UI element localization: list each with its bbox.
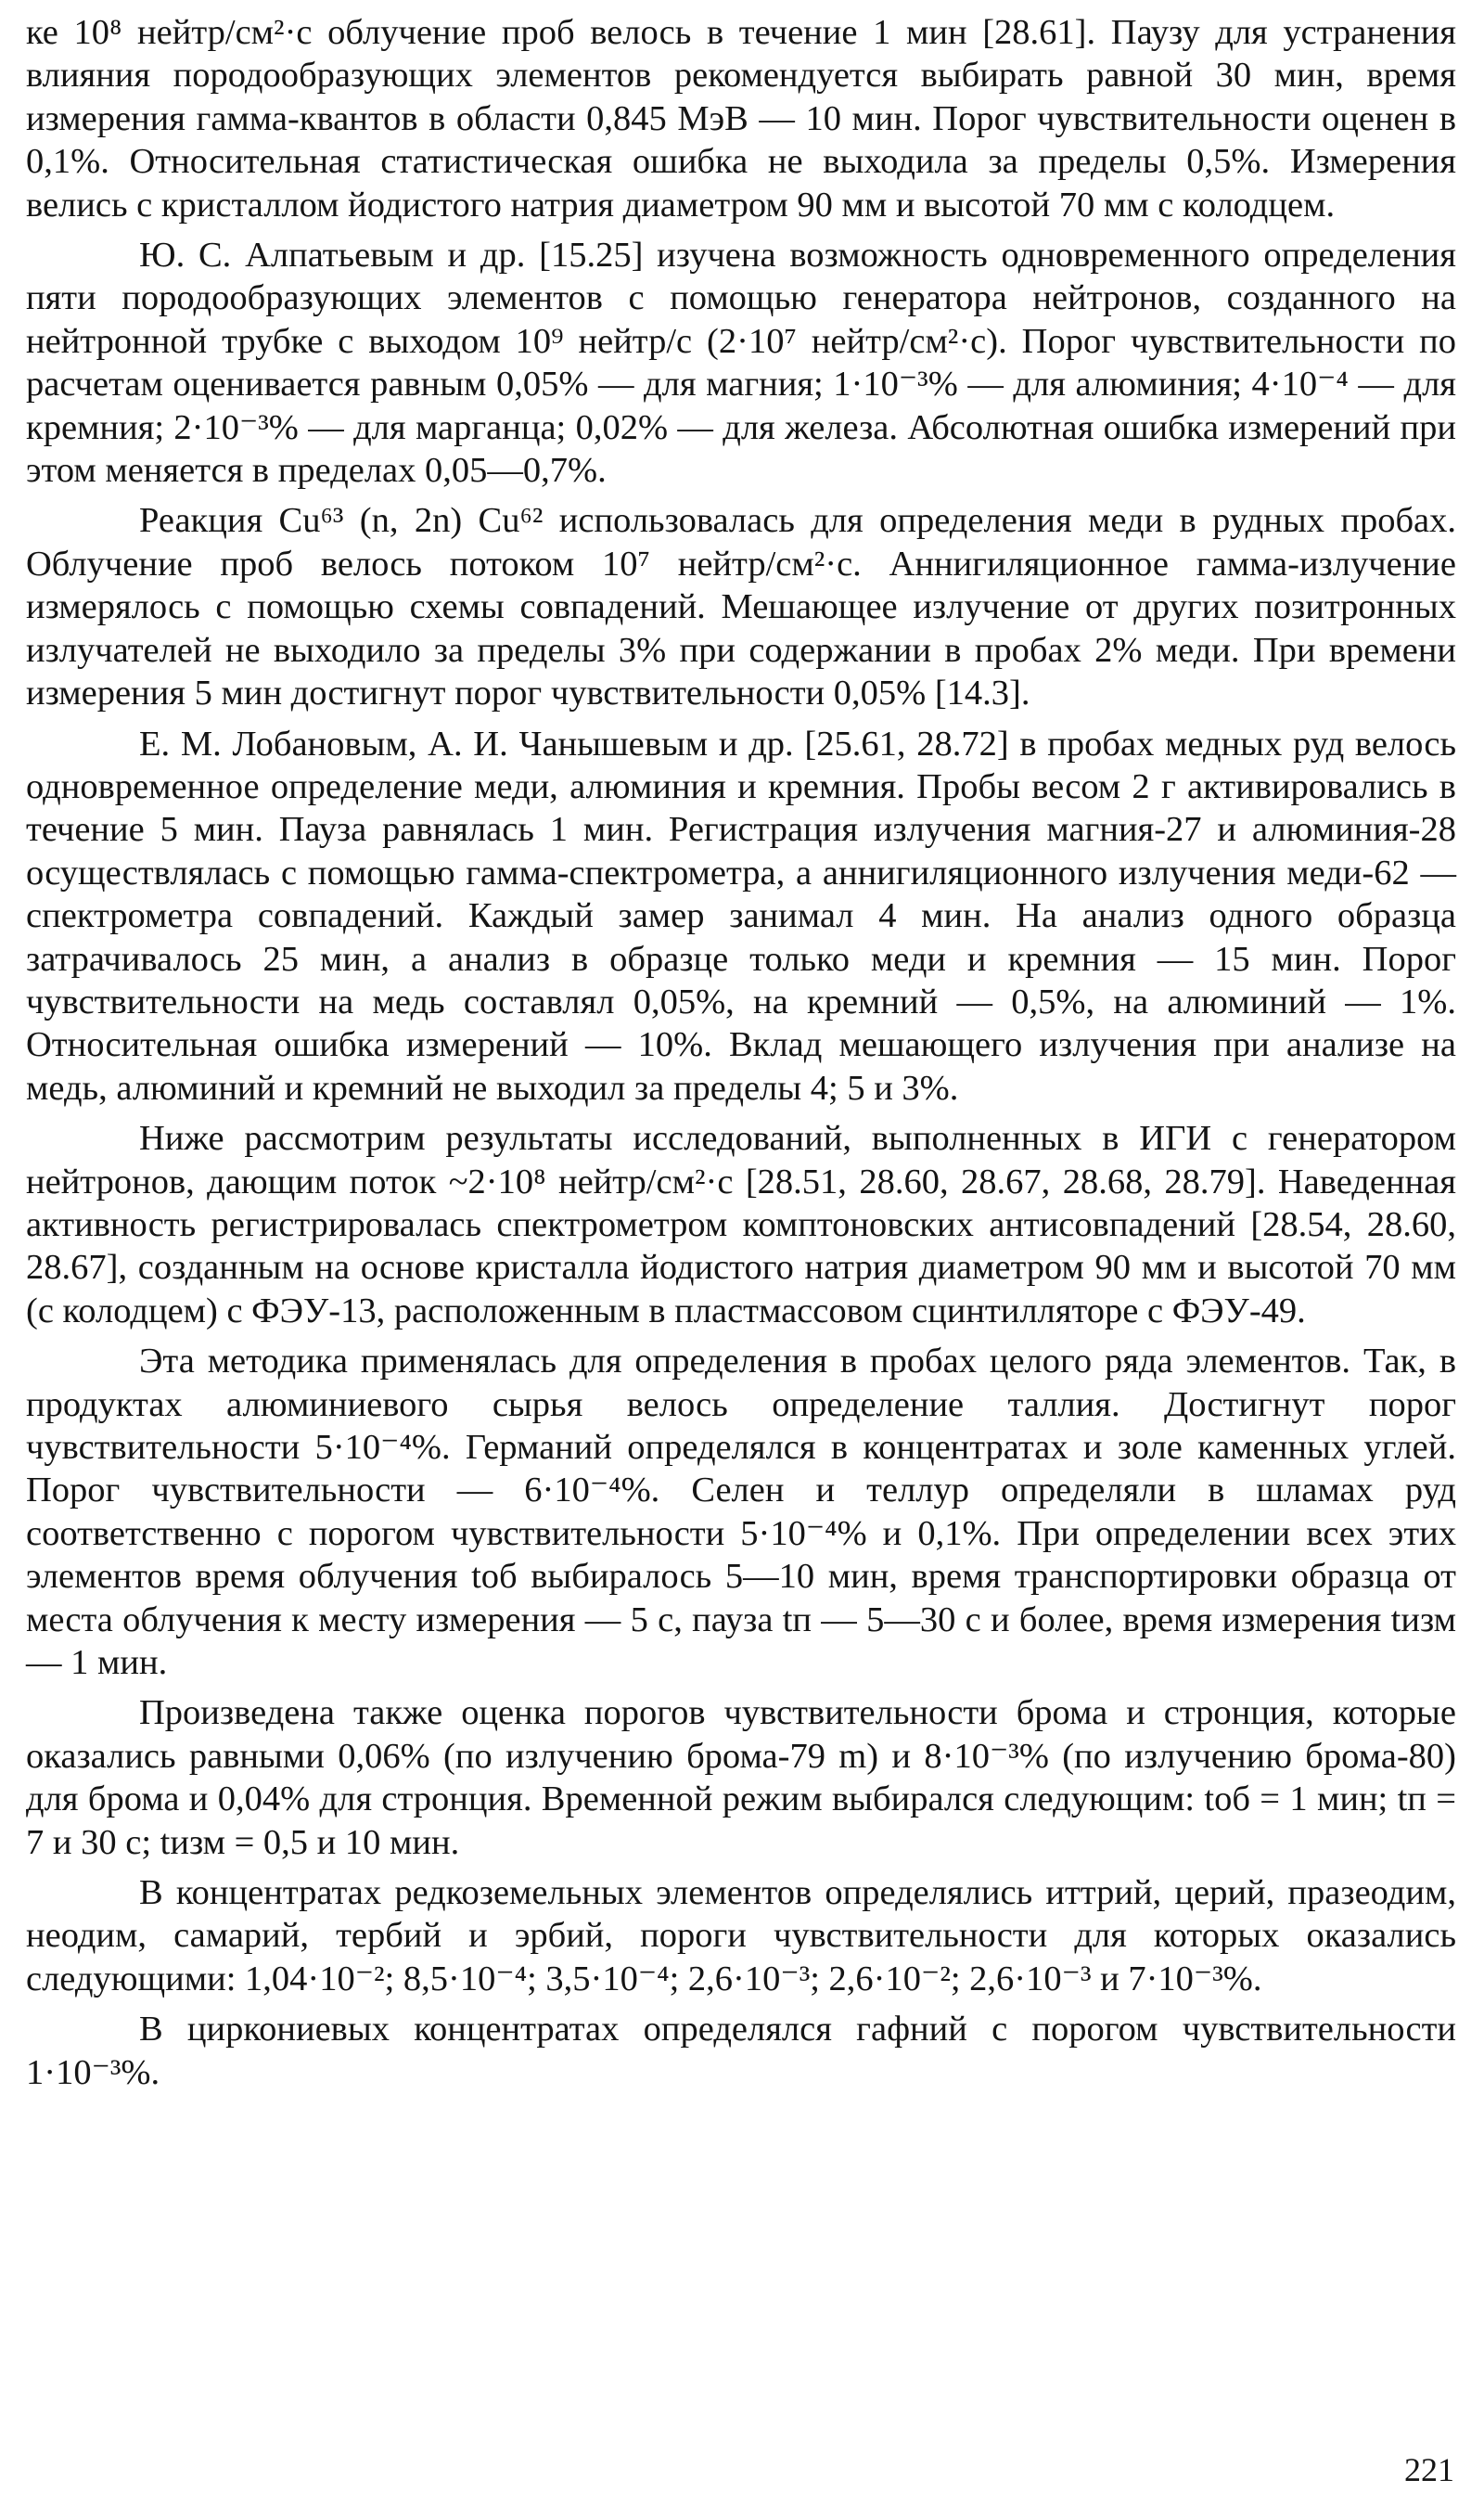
paragraph-lobanov: Е. М. Лобановым, А. И. Чанышевым и др. [25.61, 28.72] в пробах медных руд велось одновременное определение меди, алюминия и кремния. Пробы весом 2 г активировались в течение 5 мин. Пауза равнялась 1 мин. Регистрация излучения магния-27 и алюминия-28 осуществлялась с помощью гамма-спектрометра, а аннигиляционного излучения меди-62 — спектрометра совпадений. Каждый замер занимал 4 мин. На анализ одного образца затрачивалось 25 мин, а анализ в образце только меди и кремния — 15 мин. Порог чувствительности на медь составлял 0,05%, на кремний — 0,5%, на алюминий — 1%. Относительная ошибка измерений — 10%. Вклад мешающего излучения при анализе на медь, алюминий и кремний не выходил за пределы 4; 5 и 3%. [26, 724, 1456, 1108]
paragraph-alpatiev: Ю. С. Алпатьевым и др. [15.25] изучена возможность одновременного определения пяти породообразующих элементов с помощью генератора нейтронов, созданного на нейтронной трубке с выходом 10⁹ нейтр/с (2·10⁷ нейтр/см²·с). Порог чувствительности по расчетам оценивается равным 0,05% — для магния; 1·10⁻³% — для алюминия; 4·10⁻⁴ — для кремния; 2·10⁻³% — для марганца; 0,02% — для железа. Абсолютная ошибка измерений при этом меняется в пределах 0,05—0,7%. [26, 236, 1456, 491]
paragraph-neutron-irradiation: ке 10⁸ нейтр/см²·с облучение проб велось в течение 1 мин [28.61]. Паузу для устранения влияния породообразующих элементов рекомендуется выбирать равной 30 мин, время измерения гамма-квантов в области 0,845 МэВ — 10 мин. Порог чувствительности оценен в 0,1%. Относительная статистическая ошибка не выходила за пределы 0,5%. Измерения велись с кристаллом йодистого натрия диаметром 90 мм и высотой 70 мм с колодцем. [26, 13, 1456, 225]
page-number: 221 [1404, 2451, 1454, 2488]
page-body [26, 11, 1456, 2101]
paragraph-rare-earth: В концентратах редкоземельных элементов определялись иттрий, церий, празеодим, неодим, самарий, тербий и эрбий, пороги чувствительности для которых оказались следующими: 1,04·10⁻²; 8,5·10⁻⁴; 3,5·10⁻⁴; 2,6·10⁻³; 2,6·10⁻²; 2,6·10⁻³ и 7·10⁻³%. [26, 1873, 1456, 1998]
paragraph-copper-reaction: Реакция Cu⁶³ (n, 2n) Cu⁶² использовалась для определения меди в рудных пробах. Облучение проб велось потоком 10⁷ нейтр/см²·с. Аннигиляционное гамма-излучение измерялось с помощью схемы совпадений. Мешающее излучение от других позитронных излучателей не выходило за пределы 3% при содержании в пробах 2% меди. При времени измерения 5 мин достигнут порог чувствительности 0,05% [14.3]. [26, 501, 1456, 713]
paragraph-method-elements: Эта методика применялась для определения в пробах целого ряда элементов. Так, в продуктах алюминиевого сырья велось определение таллия. Достигнут порог чувствительности 5·10⁻⁴%. Германий определялся в концентратах и золе каменных углей. Порог чувствительности — 6·10⁻⁴%. Селен и теллур определяли в шламах руд соответственно с порогом чувствительности 5·10⁻⁴% и 0,1%. При определении всех этих элементов время облучения tоб выбиралось 5—10 мин, время транспортировки образца от места облучения к месту измерения — 5 с, пауза tп — 5—30 с и более, время измерения tизм — 1 мин. [26, 1342, 1456, 1683]
paragraph-hafnium: В циркониевых концентратах определялся гафний с порогом чувствительности 1·10⁻³%. [26, 2010, 1456, 2092]
paragraph-igi-results: Ниже рассмотрим результаты исследований, выполненных в ИГИ с генератором нейтронов, дающим поток ~2·10⁸ нейтр/см²·с [28.51, 28.60, 28.67, 28.68, 28.79]. Наведенная активность регистрировалась спектрометром комптоновских антисовпадений [28.54, 28.60, 28.67], созданным на основе кристалла йодистого натрия диаметром 90 мм и высотой 70 мм (с колодцем) с ФЭУ-13, расположенным в пластмассовом сцинтилляторе с ФЭУ-49. [26, 1119, 1456, 1330]
paragraph-bromine-strontium: Произведена также оценка порогов чувствительности брома и стронция, которые оказались равными 0,06% (по излучению брома-79 m) и 8·10⁻³% (по излучению брома-80) для брома и 0,04% для стронция. Временной режим выбирался следующим: tоб = 1 мин; tп = 7 и 30 с; tизм = 0,5 и 10 мин. [26, 1693, 1456, 1862]
